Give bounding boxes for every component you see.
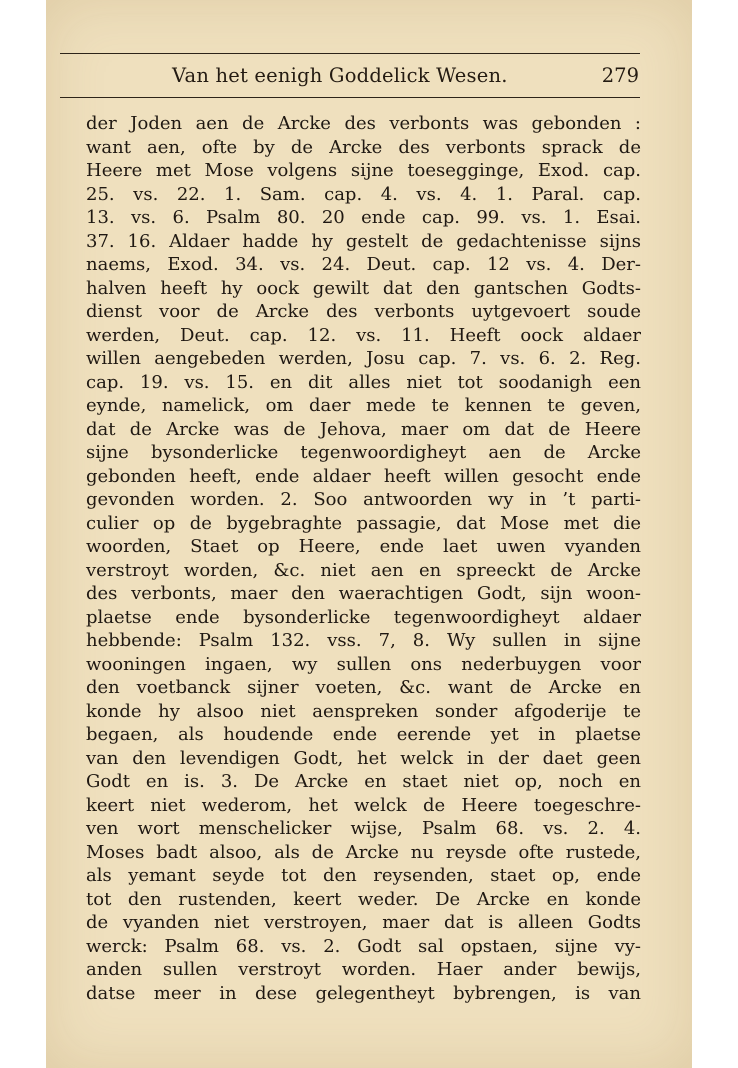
text-line: als yemant seyde tot den reysenden, staet op, ende bbox=[86, 865, 641, 886]
header-rule-top bbox=[60, 53, 640, 54]
text-line: culier op de bygebraghte passagie, dat Mose met die bbox=[86, 512, 641, 534]
text-line: des verbonts, maer den waerachtigen Godt, sijn woon- bbox=[86, 583, 641, 604]
text-line: datse meer in dese gelegentheyt bybrengen, is van bbox=[86, 982, 641, 1004]
text-line: halven heeft hy oock gewilt dat den gantschen Godts- bbox=[86, 277, 641, 299]
text-line: woorden, Staet op Heere, ende laet uwen vyanden bbox=[86, 536, 641, 557]
text-line: naems, Exod. 34. vs. 24. Deut. cap. 12 vs. 4. Der- bbox=[86, 254, 641, 275]
text-line: Heere met Mose volgens sijne toesegginge, Exod. cap. bbox=[86, 160, 641, 181]
running-header bbox=[60, 60, 640, 92]
text-line: anden sullen verstroyt worden. Haer ander bewijs, bbox=[86, 959, 641, 980]
text-line: ven wort menschelicker wijse, Psalm 68. vs. 2. 4. bbox=[86, 818, 641, 839]
text-line: Moses badt alsoo, als de Arcke nu reysde ofte rustede, bbox=[86, 841, 641, 863]
text-line: cap. 19. vs. 15. en dit alles niet tot soodanigh een bbox=[86, 371, 641, 393]
text-line: eynde, namelick, om daer mede te kennen te geven, bbox=[86, 395, 641, 416]
text-line: van den levendigen Godt, het welck in der daet geen bbox=[86, 747, 641, 769]
text-line: 37. 16. Aldaer hadde hy gestelt de gedachtenisse sijns bbox=[86, 230, 641, 252]
text-line: de vyanden niet verstroyen, maer dat is alleen Godts bbox=[86, 912, 641, 933]
text-line: dienst voor de Arcke des verbonts uytgevoert soude bbox=[86, 301, 641, 322]
text-line: sijne bysonderlicke tegenwoordigheyt aen de Arcke bbox=[86, 442, 641, 463]
text-line: tot den rustenden, keert weder. De Arcke en konde bbox=[86, 888, 641, 910]
text-line: wooningen ingaen, wy sullen ons nederbuygen voor bbox=[86, 653, 641, 675]
text-line: gevonden worden. 2. Soo antwoorden wy in ’t parti- bbox=[86, 489, 641, 510]
text-line: 13. vs. 6. Psalm 80. 20 ende cap. 99. vs. 1. Esai. bbox=[86, 207, 641, 228]
text-line: Godt en is. 3. De Arcke en staet niet op, noch en bbox=[86, 771, 641, 792]
text-line: dat de Arcke was de Jehova, maer om dat de Heere bbox=[86, 418, 641, 440]
text-line: plaetse ende bysonderlicke tegenwoordigheyt aldaer bbox=[86, 606, 641, 628]
text-line: keert niet wederom, het welck de Heere toegeschre- bbox=[86, 794, 641, 816]
page-number: 279 bbox=[601, 64, 639, 87]
text-line: verstroyt worden, &c. niet aen en spreeckt de Arcke bbox=[86, 559, 641, 581]
text-line: 25. vs. 22. 1. Sam. cap. 4. vs. 4. 1. Paral. cap. bbox=[86, 183, 641, 205]
text-line: begaen, als houdende ende eerende yet in plaetse bbox=[86, 724, 641, 745]
text-line: gebonden heeft, ende aldaer heeft willen gesocht ende bbox=[86, 465, 641, 487]
header-rule-bottom bbox=[60, 97, 640, 98]
text-line: want aen, ofte by de Arcke des verbonts sprack de bbox=[86, 136, 641, 158]
text-line: willen aengebeden werden, Josu cap. 7. vs. 6. 2. Reg. bbox=[86, 348, 641, 369]
body-text bbox=[86, 112, 641, 1005]
text-line: werck: Psalm 68. vs. 2. Godt sal opstaen, sijne vy- bbox=[86, 935, 641, 957]
text-line: werden, Deut. cap. 12. vs. 11. Heeft oock aldaer bbox=[86, 324, 641, 346]
running-title: Van het eenigh Goddelick Wesen. bbox=[172, 64, 508, 87]
text-line: den voetbanck sijner voeten, &c. want de Arcke en bbox=[86, 677, 641, 698]
text-line: der Joden aen de Arcke des verbonts was gebonden : bbox=[86, 113, 641, 134]
text-line: hebbende: Psalm 132. vss. 7, 8. Wy sullen in sijne bbox=[86, 630, 641, 651]
text-line: konde hy alsoo niet aenspreken sonder afgoderije te bbox=[86, 700, 641, 722]
